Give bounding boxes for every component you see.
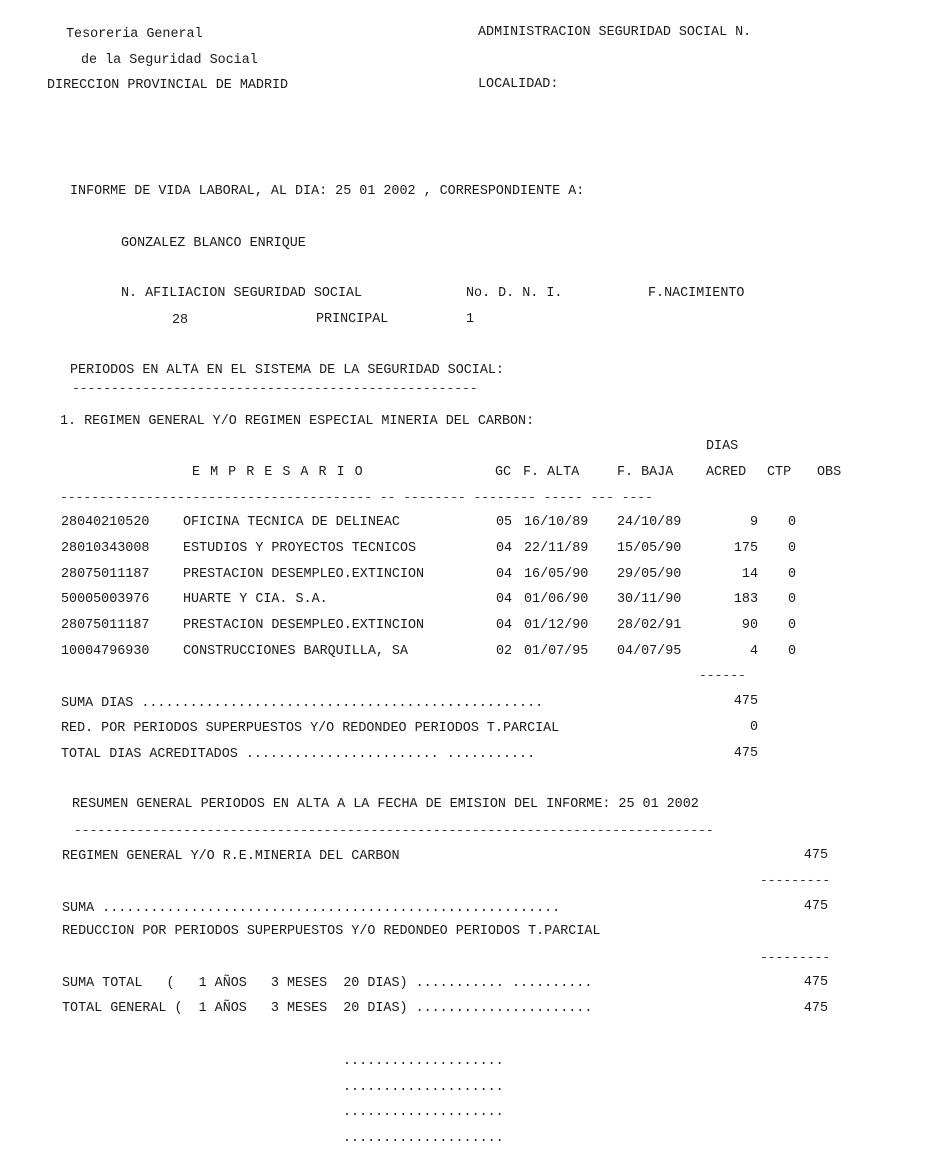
suma-total-label: SUMA TOTAL ( 1 AÑOS 3 MESES 20 DIAS) ........... ..........	[62, 976, 593, 991]
sum-divider: ------	[699, 668, 746, 683]
row-empresa: CONSTRUCCIONES BARQUILLA, SA	[183, 644, 408, 659]
row-fecha-alta: 16/10/89	[524, 515, 589, 530]
org-line-1: Tesoreria General	[66, 27, 203, 42]
resumen-suma-label: SUMA .........................................................	[62, 901, 561, 916]
row-gc: 04	[496, 566, 513, 582]
col-ctp: CTP	[767, 465, 792, 480]
row-fecha-baja: 15/05/90	[617, 540, 682, 556]
signature-dots: ....................	[343, 1054, 504, 1069]
row-ccc: 28010343008	[61, 540, 150, 556]
afiliacion-header: N. AFILIACION SEGURIDAD SOCIAL	[121, 286, 363, 301]
row-dias-acred: 9	[749, 515, 758, 530]
row-ctp: 0	[788, 566, 797, 582]
row-ctp: 0	[788, 644, 797, 659]
row-gc: 05	[496, 515, 513, 530]
col-gc: GC	[495, 465, 512, 480]
resumen-regimen-label: REGIMEN GENERAL Y/O R.E.MINERIA DEL CARBON	[62, 849, 400, 864]
row-ccc: 50005003976	[61, 592, 150, 608]
row-dias-acred: 183	[733, 592, 758, 608]
row-dias-acred: 4	[749, 644, 758, 659]
signature-dots: ....................	[343, 1131, 504, 1146]
col-empresario: E M P R E S A R I O	[192, 465, 364, 480]
org-line-3: DIRECCION PROVINCIAL DE MADRID	[47, 78, 289, 93]
row-ccc: 28075011187	[61, 618, 150, 634]
suma-dias-label: SUMA DIAS ..................................................	[61, 696, 544, 711]
row-fecha-baja: 30/11/90	[617, 592, 682, 608]
resumen-sum-divider: ---------	[760, 873, 831, 888]
row-fecha-baja: 28/02/91	[617, 618, 682, 634]
periods-heading: PERIODOS EN ALTA EN EL SISTEMA DE LA SEGURIDAD SOCIAL:	[70, 363, 504, 378]
row-dias-acred: 14	[741, 566, 758, 582]
signature-dots: ....................	[343, 1080, 504, 1095]
row-ccc: 28040210520	[61, 515, 150, 530]
row-gc: 02	[496, 644, 513, 659]
divider: ----------------------------------------------------	[72, 381, 478, 396]
row-fecha-alta: 01/06/90	[524, 592, 589, 608]
row-empresa: OFICINA TECNICA DE DELINEAC	[183, 515, 400, 530]
resumen-regimen-value: 475	[803, 848, 828, 863]
resumen-total-divider: ---------	[760, 950, 831, 965]
col-alta: F. ALTA	[523, 465, 580, 480]
admin-label: ADMINISTRACION SEGURIDAD SOCIAL N.	[478, 25, 752, 40]
row-fecha-alta: 16/05/90	[524, 566, 589, 582]
row-fecha-baja: 29/05/90	[617, 566, 682, 582]
row-dias-acred: 175	[733, 540, 758, 556]
total-dias-value: 475	[733, 746, 758, 761]
principal-label: PRINCIPAL	[316, 312, 389, 327]
nacimiento-header: F.NACIMIENTO	[648, 286, 745, 301]
row-empresa: PRESTACION DESEMPLEO.EXTINCION	[183, 566, 425, 582]
signature-dots: ....................	[343, 1105, 504, 1120]
row-empresa: PRESTACION DESEMPLEO.EXTINCION	[183, 618, 425, 634]
col-dias-top: DIAS	[706, 439, 739, 454]
row-dias-acred: 90	[741, 618, 758, 634]
resumen-heading: RESUMEN GENERAL PERIODOS EN ALTA A LA FECHA DE EMISION DEL INFORME: 25 01 2002	[72, 797, 699, 812]
reduccion-label: REDUCCION POR PERIODOS SUPERPUESTOS Y/O REDONDEO PERIODOS T.PARCIAL	[62, 924, 601, 939]
afiliacion-prefix: 28	[172, 313, 189, 328]
suma-total-value: 475	[803, 975, 828, 990]
row-fecha-alta: 01/12/90	[524, 618, 589, 634]
row-fecha-baja: 04/07/95	[617, 644, 682, 659]
row-gc: 04	[496, 540, 513, 556]
row-gc: 04	[496, 592, 513, 608]
row-empresa: HUARTE Y CIA. S.A.	[183, 592, 328, 608]
person-name: GONZALEZ BLANCO ENRIQUE	[121, 236, 306, 251]
row-gc: 04	[496, 618, 513, 634]
row-ccc: 28075011187	[61, 566, 150, 582]
org-line-2: de la Seguridad Social	[81, 53, 258, 68]
red-label: RED. POR PERIODOS SUPERPUESTOS Y/O REDONDEO PERIODOS T.PARCIAL	[61, 721, 560, 736]
row-fecha-alta: 01/07/95	[524, 644, 589, 659]
row-empresa: ESTUDIOS Y PROYECTOS TECNICOS	[183, 540, 417, 556]
row-fecha-baja: 24/10/89	[617, 515, 682, 530]
row-ccc: 10004796930	[61, 644, 150, 659]
row-ctp: 0	[788, 618, 797, 634]
dni-header: No. D. N. I.	[466, 286, 563, 301]
row-ctp: 0	[788, 540, 797, 556]
row-ctp: 0	[788, 515, 797, 530]
row-ctp: 0	[788, 592, 797, 608]
total-general-value: 475	[803, 1001, 828, 1016]
resumen-divider: ----------------------------------------------------------------------------------	[74, 823, 714, 838]
regime-heading: 1. REGIMEN GENERAL Y/O REGIMEN ESPECIAL MINERIA DEL CARBON:	[60, 414, 535, 429]
col-obs: OBS	[817, 465, 842, 480]
row-fecha-alta: 22/11/89	[524, 540, 589, 556]
total-dias-label: TOTAL DIAS ACREDITADOS ........................ ...........	[61, 747, 536, 762]
col-baja: F. BAJA	[617, 465, 674, 480]
suma-dias-value: 475	[733, 694, 758, 709]
red-value: 0	[749, 720, 758, 735]
total-general-label: TOTAL GENERAL ( 1 AÑOS 3 MESES 20 DIAS) ......................	[62, 1001, 593, 1016]
table-divider: ---------------------------------------- -- -------- -------- ----- --- ----	[60, 490, 653, 505]
localidad-label: LOCALIDAD:	[478, 77, 559, 92]
dni-value: 1	[466, 312, 475, 327]
resumen-suma-value: 475	[803, 899, 828, 914]
col-acred: ACRED	[706, 465, 747, 480]
report-title: INFORME DE VIDA LABORAL, AL DIA: 25 01 2002 , CORRESPONDIENTE A:	[70, 184, 585, 199]
